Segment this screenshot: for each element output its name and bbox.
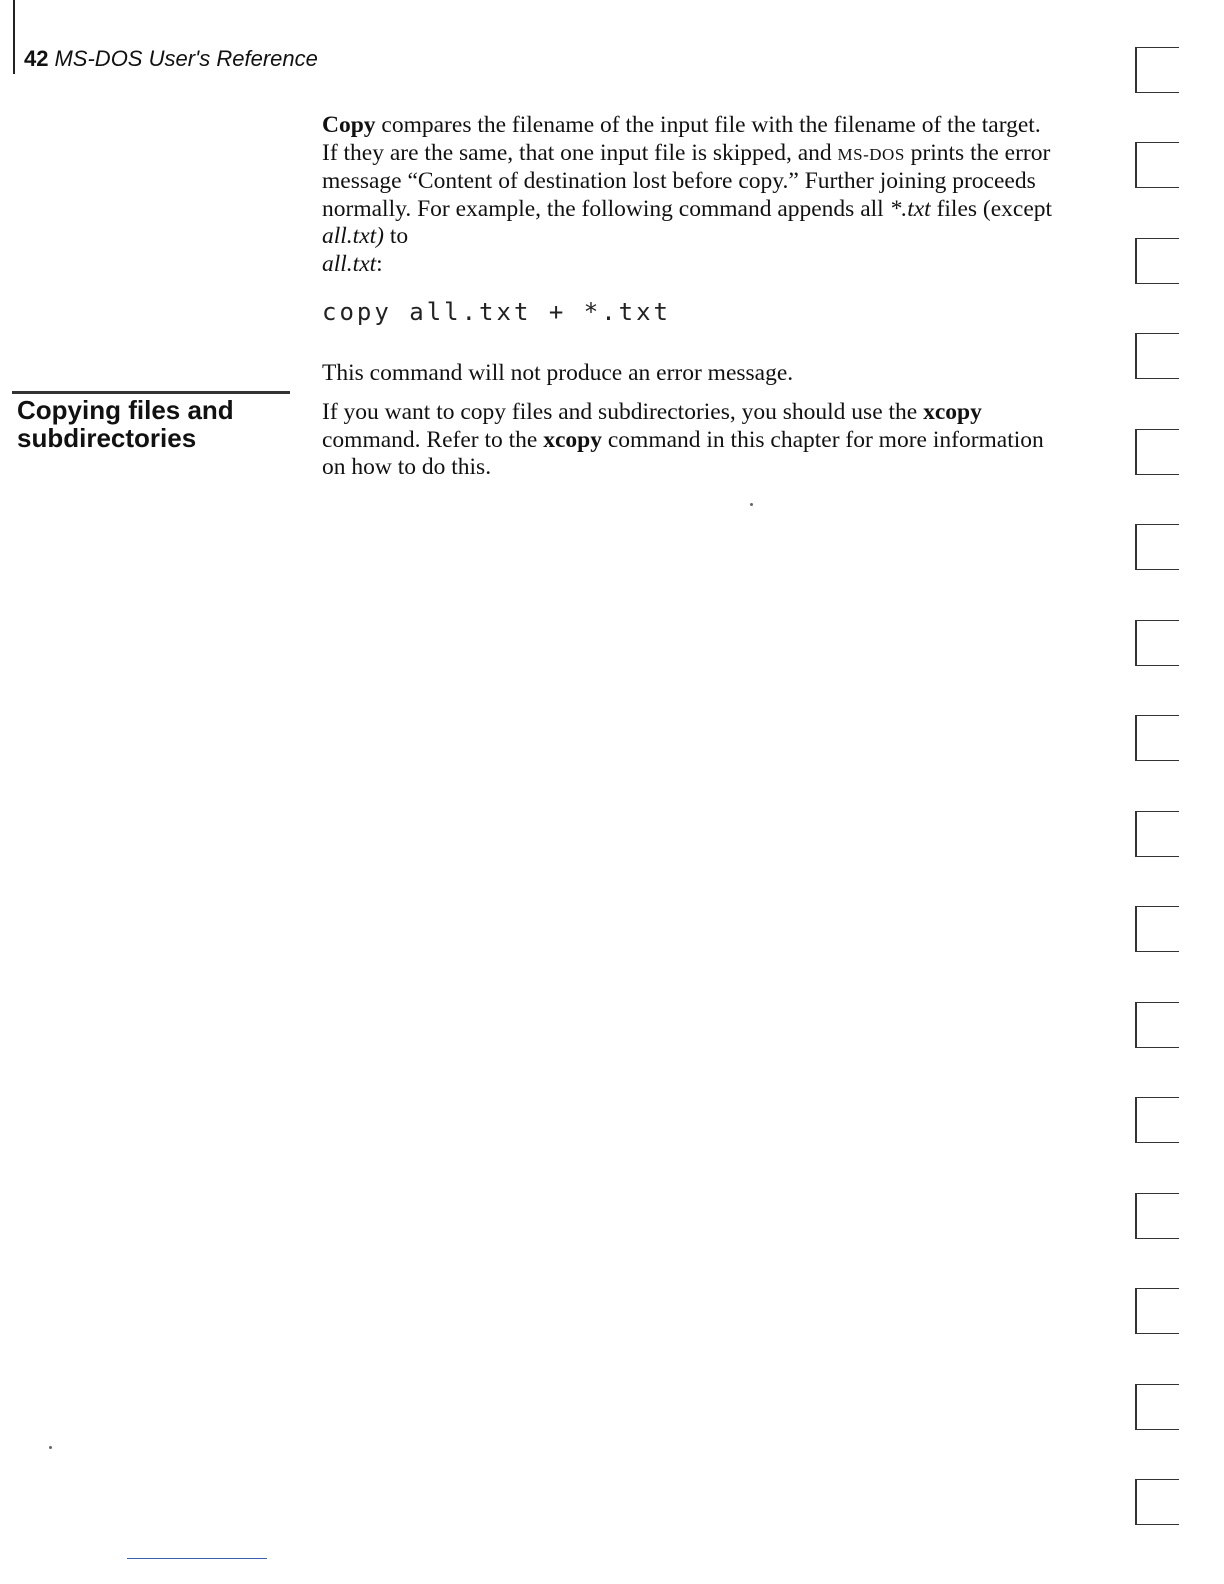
target-file: all.txt [322, 250, 377, 277]
index-tab [1135, 524, 1179, 570]
index-tab [1135, 238, 1179, 284]
para3-text-1: If you want to copy files and subdirectories, you should use the [322, 399, 924, 425]
index-tab [1135, 1288, 1179, 1334]
index-tab [1135, 1002, 1179, 1048]
index-tab [1135, 1193, 1179, 1239]
page-header [24, 46, 318, 72]
para1-text-1: compares the filename of the input file with the filename of the target. If they are the same, that one input file is skipped, and [322, 112, 1041, 166]
scan-speck [750, 503, 753, 506]
index-tab [1135, 1479, 1179, 1525]
para1-text-4: to [384, 223, 409, 249]
index-tab [1135, 333, 1179, 379]
para1-text-3: files (except [930, 195, 1053, 222]
msdos-smallcaps: MS-DOS [837, 144, 905, 164]
para1-text-2: prints the error message “Content of destination lost before copy.” Further joining proceeds normally. For example, the following command appends all [322, 139, 1051, 222]
side-heading: Copying files and subdirectories [17, 395, 234, 453]
para3-text-2: command. Refer to the [322, 426, 544, 453]
bottom-mark [127, 1558, 267, 1559]
book-title: MS-DOS User's Reference [54, 46, 318, 71]
xcopy-command-1: xcopy [923, 399, 982, 425]
paragraph-xcopy [322, 399, 1062, 482]
copy-command: Copy [322, 112, 376, 138]
index-tab [1135, 142, 1179, 188]
section-rule [12, 391, 290, 394]
paragraph-copy-compare [322, 112, 1062, 278]
para3-text-3: command in this chapter for more information on how to do this. [322, 426, 1044, 480]
margin-rule [13, 0, 15, 74]
except-file: all.txt) [322, 223, 384, 249]
page-number: 42 [24, 46, 49, 71]
index-tab [1135, 1384, 1179, 1430]
index-tab [1135, 715, 1179, 761]
index-tab [1135, 47, 1179, 93]
code-example: copy all.txt + *.txt [322, 298, 671, 326]
index-tab [1135, 620, 1179, 666]
glob-pattern: *.txt [889, 195, 931, 222]
index-tab [1135, 811, 1179, 857]
xcopy-command-2: xcopy [543, 426, 602, 453]
index-tab [1135, 429, 1179, 475]
index-tab [1135, 906, 1179, 952]
scan-speck [49, 1446, 52, 1449]
index-tab [1135, 1097, 1179, 1143]
para1-text-5: : [376, 250, 383, 277]
paragraph-no-error: This command will not produce an error message. [322, 360, 794, 386]
